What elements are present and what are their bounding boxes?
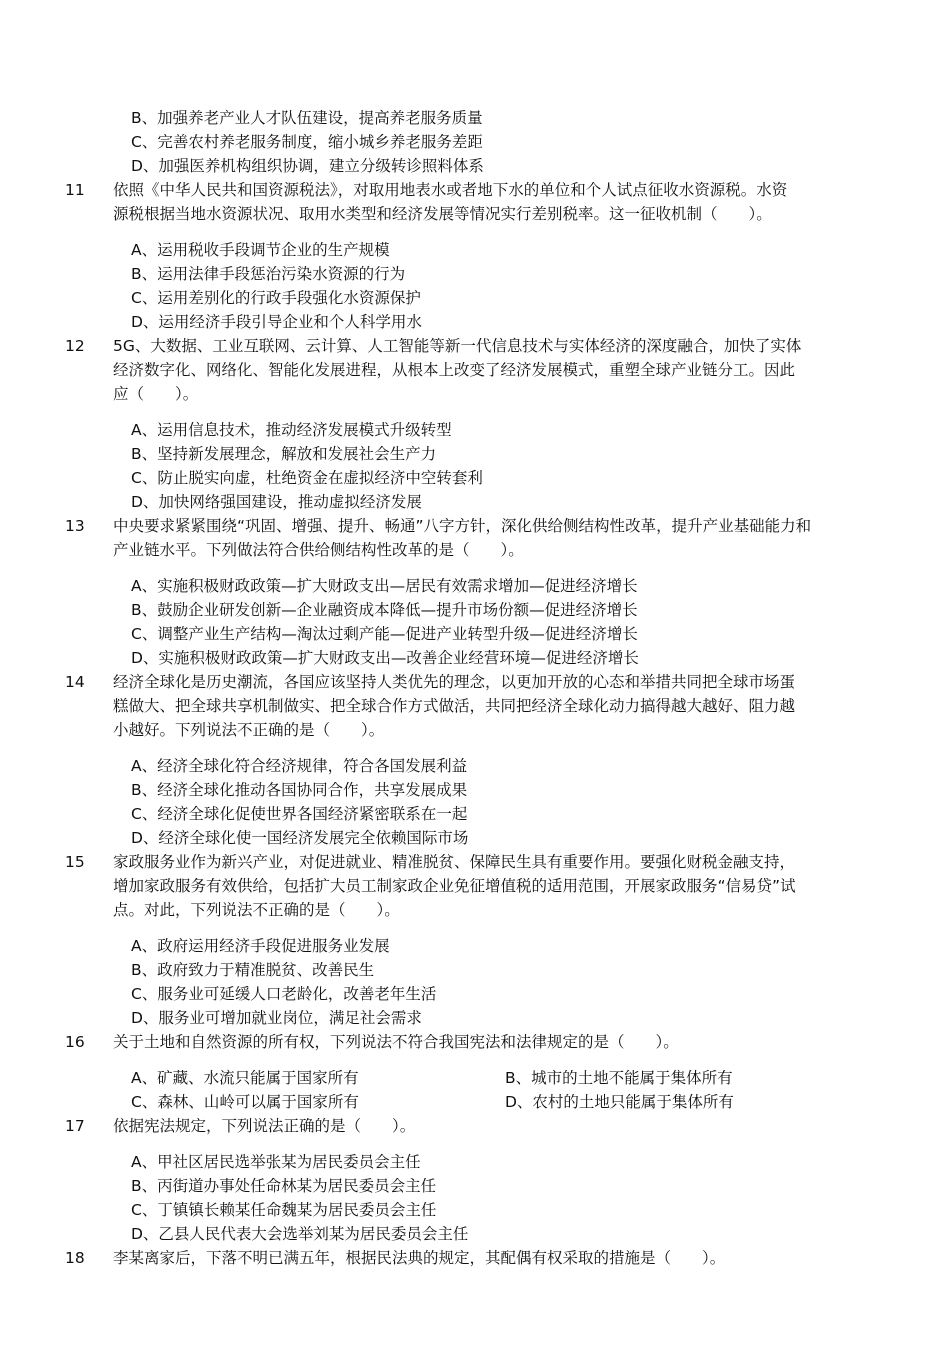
question-number-13: 13 (65, 517, 85, 535)
option-14-d: D、经济全球化使一国经济发展完全依赖国际市场 (131, 829, 469, 847)
option-17-a: A、甲社区居民选举张某为居民委员会主任 (131, 1153, 421, 1171)
option-14-b: B、经济全球化推动各国协同合作，共享发展成果 (131, 781, 468, 799)
option-13-c: C、调整产业生产结构—淘汰过剩产能—促进产业转型升级—促进经济增长 (131, 625, 638, 643)
question-number-17: 17 (65, 1117, 85, 1135)
option-10-b: B、加强养老产业人才队伍建设，提高养老服务质量 (131, 109, 483, 127)
question-number-16: 16 (65, 1033, 85, 1051)
option-15-c: C、服务业可延缓人口老龄化，改善老年生活 (131, 985, 437, 1003)
question-12-stem-line-2: 经济数字化、网络化、智能化发展进程，从根本上改变了经济发展模式，重塑全球产业链分工。因此 (113, 361, 796, 379)
option-14-a: A、经济全球化符合经济规律，符合各国发展利益 (131, 757, 468, 775)
option-12-b: B、坚持新发展理念，解放和发展社会生产力 (131, 445, 437, 463)
option-13-a: A、实施积极财政政策—扩大财政支出—居民有效需求增加—促进经济增长 (131, 577, 638, 595)
option-11-b: B、运用法律手段惩治污染水资源的行为 (131, 265, 406, 283)
option-13-b: B、鼓励企业研发创新—企业融资成本降低—提升市场份额—促进经济增长 (131, 601, 638, 619)
option-11-c: C、运用差别化的行政手段强化水资源保护 (131, 289, 421, 307)
option-15-b: B、政府致力于精准脱贫、改善民生 (131, 961, 375, 979)
option-12-c: C、防止脱实向虚，杜绝资金在虚拟经济中空转套利 (131, 469, 483, 487)
question-14-stem-line-3: 小越好。下列说法不正确的是（ ）。 (113, 721, 385, 739)
question-16-stem-line-1: 关于土地和自然资源的所有权，下列说法不符合我国宪法和法律规定的是（ ）。 (113, 1033, 679, 1051)
option-12-d: D、加快网络强国建设，推动虚拟经济发展 (131, 493, 422, 511)
option-10-c: C、完善农村养老服务制度，缩小城乡养老服务差距 (131, 133, 483, 151)
option-16-d: D、农村的土地只能属于集体所有 (505, 1093, 734, 1111)
question-number-11: 11 (65, 181, 85, 199)
question-15-stem-line-2: 增加家政服务有效供给，包括扩大员工制家政企业免征增值税的适用范围，开展家政服务“信易贷”试 (113, 877, 796, 895)
option-12-a: A、运用信息技术，推动经济发展模式升级转型 (131, 421, 452, 439)
option-13-d: D、实施积极财政政策—扩大财政支出—改善企业经营环境—促进经济增长 (131, 649, 639, 667)
option-17-b: B、丙街道办事处任命林某为居民委员会主任 (131, 1177, 437, 1195)
question-11-stem-line-2: 源税根据当地水资源状况、取用水类型和经济发展等情况实行差别税率。这一征收机制（ ）。 (113, 205, 772, 223)
option-16-b: B、城市的土地不能属于集体所有 (505, 1069, 733, 1087)
question-number-18: 18 (65, 1249, 85, 1267)
option-15-d: D、服务业可增加就业岗位，满足社会需求 (131, 1009, 422, 1027)
option-10-d: D、加强医养机构组织协调，建立分级转诊照料体系 (131, 157, 484, 175)
question-15-stem-line-1: 家政服务业作为新兴产业，对促进就业、精准脱贫、保障民生具有重要作用。要强化财税金融支持， (113, 853, 796, 871)
question-14-stem-line-1: 经济全球化是历史潮流，各国应该坚持人类优先的理念，以更加开放的心态和举措共同把全球市场蛋 (113, 673, 796, 691)
question-11-stem-line-1: 依照《中华人民共和国资源税法》，对取用地表水或者地下水的单位和个人试点征收水资源税。水资 (113, 181, 788, 199)
option-17-c: C、丁镇镇长赖某任命魏某为居民委员会主任 (131, 1201, 437, 1219)
question-number-15: 15 (65, 853, 85, 871)
question-14-stem-line-2: 糕做大、把全球共享机制做实、把全球合作方式做活，共同把经济全球化动力搞得越大越好、阻力越 (113, 697, 796, 715)
option-11-d: D、运用经济手段引导企业和个人科学用水 (131, 313, 422, 331)
question-12-stem-line-3: 应（ ）。 (113, 385, 199, 403)
question-18-stem-line-1: 李某离家后，下落不明已满五年，根据民法典的规定，其配偶有权采取的措施是（ ）。 (113, 1249, 726, 1267)
question-13-stem-line-1: 中央要求紧紧围绕“巩固、增强、提升、畅通”八字方针，深化供给侧结构性改革，提升产业基础能力和 (113, 517, 812, 535)
question-15-stem-line-3: 点。对此，下列说法不正确的是（ ）。 (113, 901, 400, 919)
option-16-a: A、矿藏、水流只能属于国家所有 (131, 1069, 359, 1087)
question-number-12: 12 (65, 337, 85, 355)
option-14-c: C、经济全球化促使世界各国经济紧密联系在一起 (131, 805, 468, 823)
question-13-stem-line-2: 产业链水平。下列做法符合供给侧结构性改革的是（ ）。 (113, 541, 524, 559)
option-17-d: D、乙县人民代表大会选举刘某为居民委员会主任 (131, 1225, 469, 1243)
option-16-c: C、森林、山岭可以属于国家所有 (131, 1093, 359, 1111)
option-11-a: A、运用税收手段调节企业的生产规模 (131, 241, 390, 259)
question-17-stem-line-1: 依据宪法规定，下列说法正确的是（ ）。 (113, 1117, 416, 1135)
question-12-stem-line-1: 5G、大数据、工业互联网、云计算、人工智能等新一代信息技术与实体经济的深度融合，加快了实体 (113, 337, 802, 355)
option-15-a: A、政府运用经济手段促进服务业发展 (131, 937, 390, 955)
question-number-14: 14 (65, 673, 85, 691)
